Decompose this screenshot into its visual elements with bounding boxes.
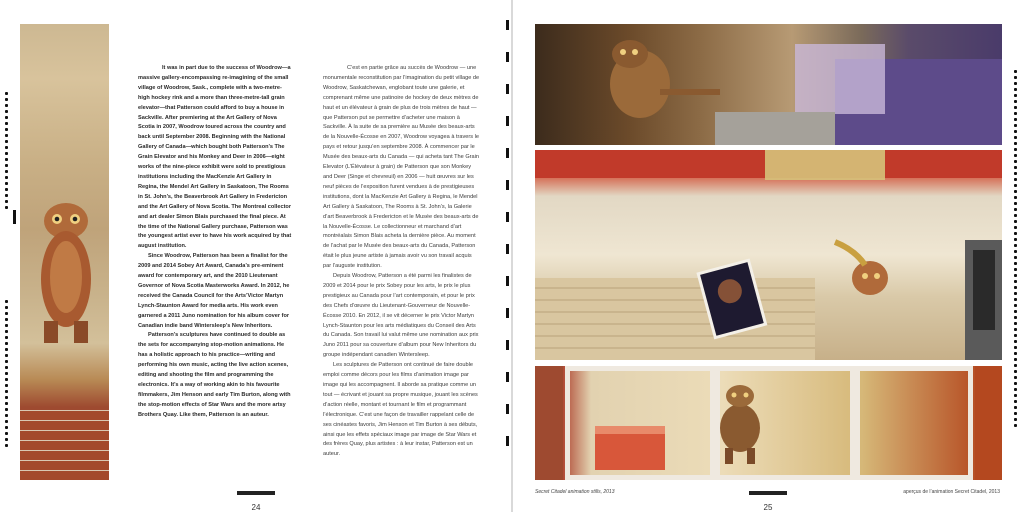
paragraph: Les sculptures de Patterson ont continué de faire double emploi comme décors pour les films d’animation image par image qui les accompagnent. Il aborde sa pratique comme un tout — écrivant et jouant sa propre musique, jouant les scènes d’action réelle, montant et tournant le film et programmant l’électronique. C’est une façon de travailler rappelant celle de ses cinéastes favoris, Jim Henson et Tim Burton à ses débuts, ainsi que les effets spéciaux image par image de Star Wars et des frères Quay, plus artistes : à leur instar, Patterson est un auteur. <box>323 362 478 458</box>
photo-caption-english: Secret Citadel animation stills, 2013 <box>535 489 615 495</box>
film-sprocket-strip-left <box>5 92 8 209</box>
folio-right <box>738 491 798 515</box>
photo-caption-french: aperçus de l’animation Secret Citadel, 2013 <box>903 489 1000 495</box>
creature-figure-illustration <box>34 199 98 349</box>
folio-left <box>226 491 286 515</box>
folio-ornament <box>747 491 789 495</box>
creature-in-room-illustration <box>535 24 1002 145</box>
paragraph: It was in part due to the success of Woodrow—a massive gallery-encompassing re-imagining of the small village of Woodrow, Sask., complete with a two-metre-high hockey rink and a more than three-metre-tall grain elevator—that Patterson could afford to buy a house in Sackville. After premiering at the Art Gallery of Nova Scotia in 2007, Woodrow toured across the country and back until September 2008. Beginning with the National Gallery of Canada—which bought both Patterson’s The Grain Elevator and his Monkey and Deer in 2006—eight works of the nine-piece exhibit were sold to prestigious institutions including the MacKenzie Art Gallery in Regina, the Mendel Art Gallery in Saskatoon, The Rooms in St. John’s, the Beaverbrook Art Gallery in Fredericton and the Art Gallery of Nova Scotia. The Montreal collector and art dealer Simon Blais purchased the final piece. At the time of the National Gallery purchase, Patterson was the youngest artist ever to have his work acquired by that august institution. <box>138 65 292 250</box>
animation-still-middle <box>535 150 1002 360</box>
film-sprocket-bars-gutter <box>506 20 509 446</box>
page-number: 25 <box>763 503 773 512</box>
paragraph: Since Woodrow, Patterson has been a finalist for the 2009 and 2014 Sobey Art Award, Canada’s pre-eminent award for contemporary art, and the 2010 Lieutenant Governor of Nova Scotia Masterworks Award. In 2012, he received the Canada Council for the Arts’Victor Martyn Lynch-Staunton Award for media arts. His work even garnered a 2011 Juno nomination for his album cover for Canadian indie band Wintersleep’s New Inheritors. <box>138 253 290 329</box>
left-photo-creature-still <box>20 24 109 480</box>
folio-ornament <box>235 491 277 495</box>
animation-still-top <box>535 24 1002 145</box>
paragraph: Patterson’s sculptures have continued to double as the sets for accompanying stop-motion animations. He has a holistic approach to his practice—writing and performing his own music, acting the live action scenes, editing and shooting the film and programming the electronics. It’s a way of working akin to his favourite filmmakers, Jim Henson and early Tim Burton, along with the stop-motion effects of Star Wars and the more artsy Brothers Quay. Like them, Patterson is an auteur. <box>138 332 291 418</box>
paragraph: C’est en partie grâce au succès de Woodrow — une monumentale reconstitution par l’imagination du petit village de Woodrow, Saskatchewan, englobant toute une galerie, et comprenant même une patinoire de hockey de deux mètres de haut et un élévateur à grain de plus de trois mètres de haut — que Patterson put se permettre d’acheter une maison à Sackville. À la suite de sa première au Musée des beaux-arts de la Nouvelle-Écosse en 2007, Woodrow voyagea à travers le pays et retour jusqu’en septembre 2008. À commencer par le Musée des beaux-arts du Canada — qui acheta tant The Grain Elevator (L’Élévateur à grain) de Patterson que son Monkey and Deer (Singe et chevreuil) en 2006 — huit œuvres sur les neuf pièces de l’exposition furent vendues à de prestigieuses institutions, dont la MacKenzie Art Gallery à Regina, le Mendel Art Gallery à Saskatoon, The Rooms à St. John’s, la Galerie d’art Beaverbrook à Fredericton et le Musée des beaux-arts de la Nouvelle-Écosse. Le collectionneur et marchand d’art montréalais Simon Blais acheta la dernière pièce. Au moment de l’achat par le Musée des beaux-arts du Canada, Patterson était le plus jeune artiste à jamais avoir vu son travail acquis par l’auguste institution. <box>323 65 480 270</box>
window-frame <box>855 366 973 480</box>
film-sprocket-strip-left-lower <box>5 300 8 447</box>
article-column-french <box>323 64 480 460</box>
brick-wall-detail <box>20 410 109 480</box>
window-frame <box>565 366 715 480</box>
paragraph: Depuis Woodrow, Patterson a été parmi les finalistes de 2009 et 2014 pour le prix Sobey pour les arts, le prix le plus prestigieux au Canada pour l’art contemporain, et pour le prix des Chefs d’œuvre du Lieutenant-Gouverneur de Nouvelle-Écosse 2010. En 2012, il se vit décerner le prix Victor Martyn Lynch-Staunton pour les arts médiatiques du Conseil des Arts du Canada. Son travail lui valut même une nomination aux prix Juno 2011 pour sa couverture d’album pour New Inheritors du groupe indépendant canadien Wintersleep. <box>323 273 479 359</box>
creature-climbing-wall-illustration <box>535 150 1002 360</box>
article-column-english <box>138 64 292 421</box>
window-frame <box>715 366 855 480</box>
film-sprocket-strip-right <box>1014 70 1017 427</box>
film-sprocket-bar-left <box>13 210 16 224</box>
animation-still-bottom <box>535 366 1002 480</box>
page-number: 24 <box>251 503 261 512</box>
